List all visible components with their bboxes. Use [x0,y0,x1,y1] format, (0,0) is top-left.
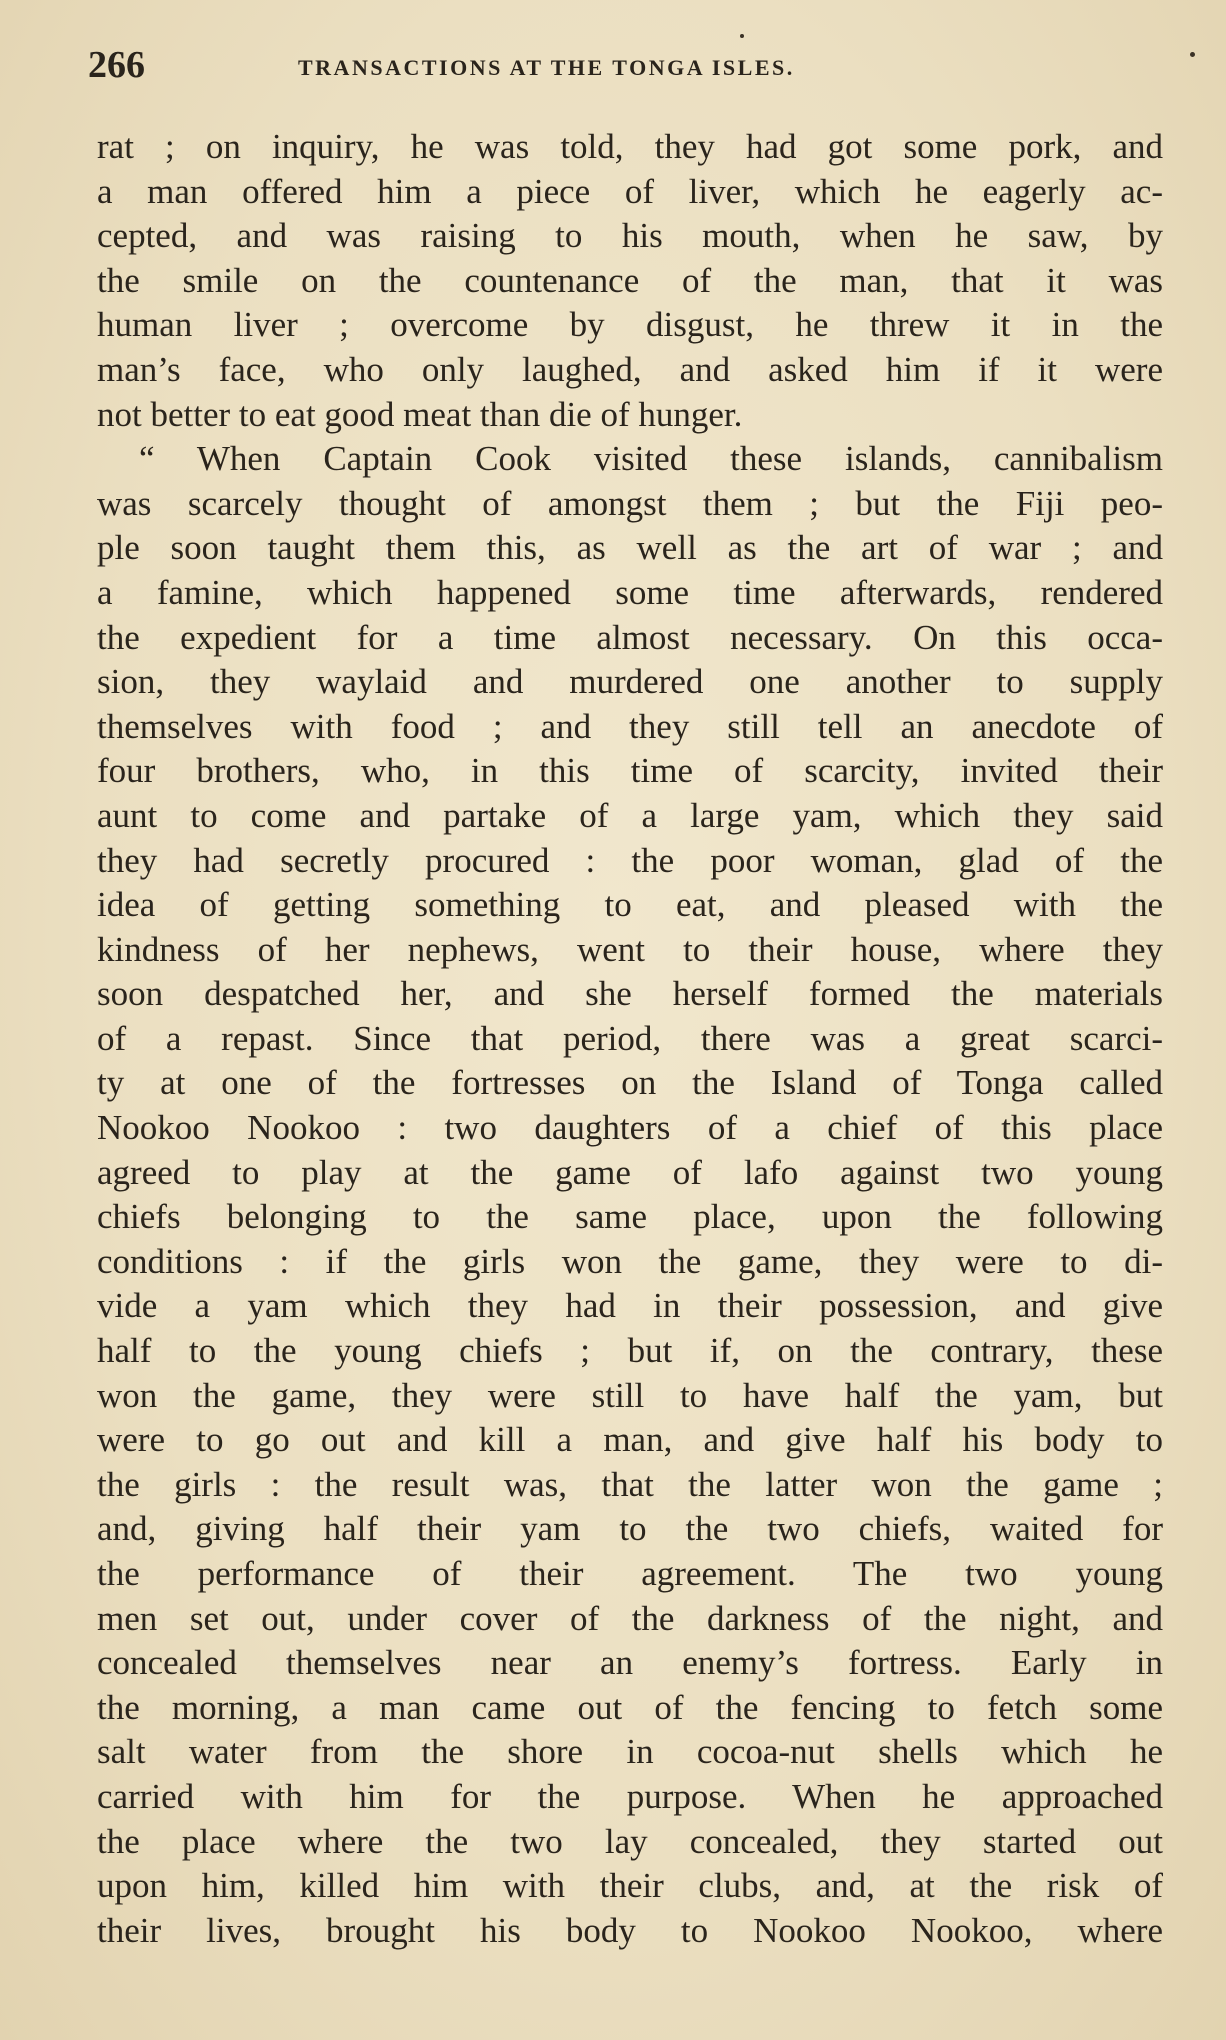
text-line: and, giving half their yam to the two chiefs, waited for [97,1509,1163,1549]
text-line: the smile on the countenance of the man, that it was [97,260,1163,300]
text-line: “ When Captain Cook visited these islands, cannibalism [139,439,1163,479]
text-line: a man offered him a piece of liver, which he eagerly ac- [97,171,1163,211]
running-head: TRANSACTIONS AT THE TONGA ISLES. [298,55,795,80]
text-line: idea of getting something to eat, and pleased with the [97,885,1163,925]
text-line: half to the young chiefs ; but if, on the contrary, these [97,1331,1163,1371]
text-line: they had secretly procured : the poor woman, glad of the [97,840,1163,880]
text-line: the expedient for a time almost necessary. On this occa- [97,617,1163,657]
body-text [97,125,1163,1953]
text-line: aunt to come and partake of a large yam, which they said [97,795,1163,835]
text-line: agreed to play at the game of lafo against two young [97,1152,1163,1192]
text-line: carried with him for the purpose. When he approached [97,1776,1163,1816]
page-number: 266 [88,44,145,86]
text-line: were to go out and kill a man, and give half his body to [97,1420,1163,1460]
text-line: concealed themselves near an enemy’s fortress. Early in [97,1643,1163,1683]
text-line: themselves with food ; and they still tell an anecdote of [97,706,1163,746]
text-line: ty at one of the fortresses on the Island of Tonga called [97,1063,1163,1103]
text-line: was scarcely thought of amongst them ; but the Fiji peo- [97,483,1163,523]
text-line: salt water from the shore in cocoa-nut shells which he [97,1732,1163,1772]
text-line: kindness of her nephews, went to their house, where they [97,929,1163,969]
text-line: cepted, and was raising to his mouth, when he saw, by [97,216,1163,256]
page-blemish [1190,52,1195,57]
text-line: human liver ; overcome by disgust, he threw it in the [97,305,1163,345]
text-line: their lives, brought his body to Nookoo Nookoo, where [97,1910,1163,1950]
text-line: Nookoo Nookoo : two daughters of a chief of this place [97,1108,1163,1148]
text-line: conditions : if the girls won the game, they were to di- [97,1241,1163,1281]
text-line: the girls : the result was, that the latter won the game ; [97,1464,1163,1504]
text-line: chiefs belonging to the same place, upon the following [97,1197,1163,1237]
text-line: sion, they waylaid and murdered one another to supply [97,662,1163,702]
text-line: not better to eat good meat than die of hunger. [97,394,743,434]
text-line: vide a yam which they had in their possession, and give [97,1286,1163,1326]
text-line: won the game, they were still to have half the yam, but [97,1375,1163,1415]
text-line: a famine, which happened some time afterwards, rendered [97,572,1163,612]
text-line: the place where the two lay concealed, they started out [97,1821,1163,1861]
page-blemish [740,34,744,38]
text-line: rat ; on inquiry, he was told, they had got some pork, and [97,127,1163,166]
text-line: ple soon taught them this, as well as the art of war ; and [97,528,1163,568]
text-line: of a repast. Since that period, there was a great scarci- [97,1018,1163,1058]
text-line: the morning, a man came out of the fencing to fetch some [97,1687,1163,1727]
text-line: upon him, killed him with their clubs, and, at the risk of [97,1866,1163,1906]
text-line: the performance of their agreement. The two young [97,1554,1163,1593]
text-line: soon despatched her, and she herself formed the materials [97,974,1163,1014]
page-header [88,40,1168,90]
text-line: man’s face, who only laughed, and asked him if it were [97,349,1163,389]
text-line: four brothers, who, in this time of scarcity, invited their [97,751,1163,791]
text-line: men set out, under cover of the darkness of the night, and [97,1598,1163,1638]
